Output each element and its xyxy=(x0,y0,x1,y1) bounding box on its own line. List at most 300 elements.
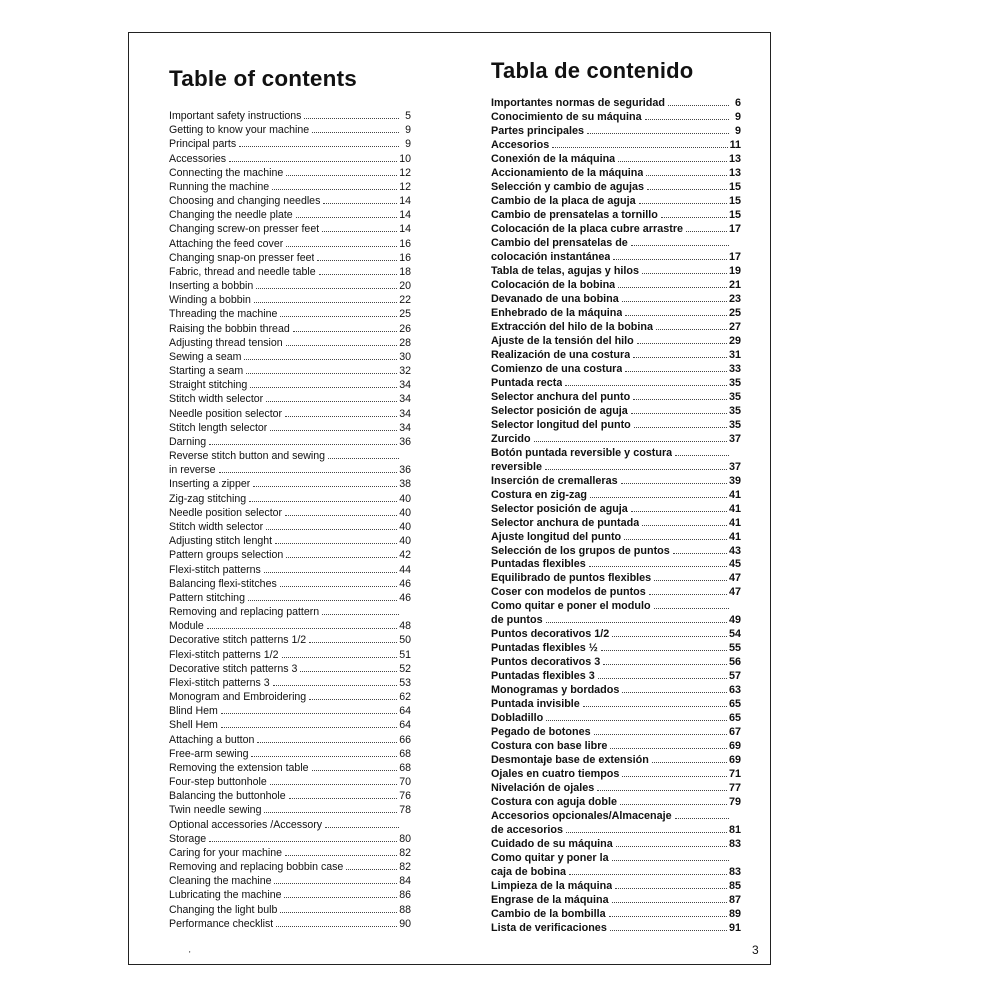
dot-leader xyxy=(633,399,727,400)
entry-title: Selector posición de aguja xyxy=(491,502,628,515)
page-number: 3 xyxy=(752,943,759,957)
dot-leader xyxy=(325,827,399,828)
dot-leader xyxy=(625,371,727,372)
entry-page-number: 66 xyxy=(399,733,411,746)
entry-page-number: 46 xyxy=(399,591,411,604)
dot-leader xyxy=(323,203,397,204)
entry-title: Puntada invisible xyxy=(491,698,580,711)
dot-leader xyxy=(661,217,727,218)
entry-title: Connecting the machine xyxy=(169,166,284,179)
entry-title: Monogramas y bordados xyxy=(491,684,620,697)
entry-page-number: 35 xyxy=(728,404,741,417)
entry-page-number: 14 xyxy=(399,209,411,222)
entry-page-number: 32 xyxy=(399,365,411,378)
dot-leader xyxy=(286,246,397,247)
dot-leader xyxy=(266,529,397,530)
entry-title: Cuidado de su máquina xyxy=(491,838,613,851)
english-toc-entry xyxy=(169,251,411,265)
dot-leader xyxy=(565,385,727,386)
english-toc-entry xyxy=(169,208,411,222)
entry-title: Desmontaje base de extensión xyxy=(491,754,649,767)
entry-page-number: 62 xyxy=(399,691,411,704)
dot-leader xyxy=(286,557,397,558)
entry-title: Principal parts xyxy=(169,138,237,151)
entry-page-number: 82 xyxy=(399,846,411,859)
english-toc-entry xyxy=(169,775,411,789)
spanish-toc-entry xyxy=(491,153,741,167)
entry-title: Ajuste longitud del punto xyxy=(491,530,622,543)
entry-title: Costura con aguja doble xyxy=(491,796,617,809)
entry-page-number: 54 xyxy=(728,628,741,641)
dot-leader xyxy=(652,762,727,763)
english-toc-entry xyxy=(169,548,411,562)
entry-title: Needle position selector xyxy=(169,506,283,519)
spanish-toc-entry xyxy=(491,405,741,419)
entry-title: Darning xyxy=(169,435,207,448)
entry-page-number: 69 xyxy=(728,740,741,753)
entry-page-number: 25 xyxy=(728,306,741,319)
english-toc-entry xyxy=(169,733,411,747)
entry-page-number: 16 xyxy=(399,237,411,250)
dot-leader xyxy=(654,608,729,609)
dot-leader xyxy=(622,692,727,693)
dot-leader xyxy=(642,525,727,526)
entry-page-number: 40 xyxy=(399,492,411,505)
dot-leader xyxy=(276,926,397,927)
entry-title: Accesorios xyxy=(491,138,550,151)
spanish-toc-entry xyxy=(491,363,741,377)
entry-page-number: 36 xyxy=(399,435,411,448)
english-toc-entry xyxy=(169,350,411,364)
english-toc-entry xyxy=(169,648,411,662)
entry-title: Balancing the buttonhole xyxy=(169,790,286,803)
entry-page-number: 14 xyxy=(399,223,411,236)
entry-title: Botón puntada reversible y costura xyxy=(491,446,673,459)
dot-leader xyxy=(675,818,729,819)
entry-page-number: 81 xyxy=(728,824,741,837)
dot-leader xyxy=(270,784,397,785)
entry-page-number: 31 xyxy=(728,348,741,361)
dot-leader xyxy=(668,105,729,106)
english-toc-entry xyxy=(169,903,411,917)
entry-title: Selector anchura del punto xyxy=(491,390,631,403)
dot-leader xyxy=(272,189,397,190)
entry-title: Partes principales xyxy=(491,124,585,137)
entry-page-number: 20 xyxy=(399,280,411,293)
entry-title: reversible xyxy=(491,460,543,473)
dot-leader xyxy=(280,316,397,317)
english-toc-entry xyxy=(169,846,411,860)
entry-page-number: 9 xyxy=(405,124,411,137)
spanish-toc-entry xyxy=(491,838,741,852)
entry-title: Cambio del prensatelas de xyxy=(491,236,628,249)
english-toc-entry xyxy=(169,378,411,392)
entry-title: Threading the machine xyxy=(169,308,278,321)
entry-title: Needle position selector xyxy=(169,407,283,420)
dot-leader xyxy=(244,359,397,360)
entry-page-number: 33 xyxy=(728,362,741,375)
entry-title: Adjusting thread tension xyxy=(169,336,283,349)
english-toc-entry xyxy=(169,364,411,378)
dot-leader xyxy=(248,600,397,601)
entry-title: Raising the bobbin thread xyxy=(169,322,290,335)
entry-page-number: 37 xyxy=(728,460,741,473)
english-toc-entry xyxy=(169,803,411,817)
entry-page-number: 26 xyxy=(399,322,411,335)
entry-title: Attaching a button xyxy=(169,733,255,746)
spanish-toc-entry xyxy=(491,517,741,531)
dot-leader xyxy=(620,804,727,805)
entry-title: Removing and replacing pattern xyxy=(169,606,320,619)
entry-title: Inserting a zipper xyxy=(169,478,251,491)
english-toc-entry xyxy=(169,888,411,902)
spanish-toc-entry xyxy=(491,712,741,726)
spanish-toc-entry xyxy=(491,614,741,628)
english-toc-entry xyxy=(169,818,411,832)
spanish-toc-entry xyxy=(491,475,741,489)
entry-page-number: 41 xyxy=(728,502,741,515)
entry-page-number: 40 xyxy=(399,535,411,548)
entry-page-number: 85 xyxy=(728,880,741,893)
dot-leader xyxy=(675,455,729,456)
dot-leader xyxy=(645,119,729,120)
entry-title: Coser con modelos de puntos xyxy=(491,586,646,599)
dot-leader xyxy=(280,586,397,587)
english-toc-entry xyxy=(169,690,411,704)
dot-leader xyxy=(273,685,398,686)
spanish-toc-entry xyxy=(491,740,741,754)
entry-page-number: 19 xyxy=(728,264,741,277)
english-toc-entry xyxy=(169,506,411,520)
dot-leader xyxy=(286,175,397,176)
entry-page-number: 9 xyxy=(405,138,411,151)
entry-page-number: 82 xyxy=(399,861,411,874)
entry-title: Nivelación de ojales xyxy=(491,782,595,795)
spanish-toc-entry xyxy=(491,796,741,810)
entry-title: Flexi-stitch patterns xyxy=(169,563,261,576)
spanish-toc-entry xyxy=(491,908,741,922)
entry-title: Selector anchura de puntada xyxy=(491,516,640,529)
dot-leader xyxy=(613,259,727,260)
dot-leader xyxy=(275,543,397,544)
entry-page-number: 51 xyxy=(399,648,411,661)
entry-title: Important safety instructions xyxy=(169,110,302,122)
spanish-toc-entry xyxy=(491,391,741,405)
dot-leader xyxy=(285,416,397,417)
entry-title: Costura con base libre xyxy=(491,740,608,753)
entry-title: Optional accessories /Accessory xyxy=(169,818,323,831)
entry-title: Changing the needle plate xyxy=(169,209,293,222)
entry-page-number: 63 xyxy=(728,684,741,697)
english-toc-entry xyxy=(169,279,411,293)
spanish-toc-entry xyxy=(491,139,741,153)
entry-page-number: 34 xyxy=(399,407,411,420)
entry-page-number: 80 xyxy=(399,832,411,845)
dot-leader xyxy=(266,401,397,402)
dot-leader xyxy=(282,657,398,658)
dot-leader xyxy=(546,622,727,623)
dot-leader xyxy=(264,812,397,813)
entry-title: Colocación de la bobina xyxy=(491,278,616,291)
entry-title: Straight stitching xyxy=(169,379,248,392)
entry-page-number: 17 xyxy=(728,250,741,263)
spanish-toc-entry xyxy=(491,656,741,670)
english-toc-entry xyxy=(169,789,411,803)
entry-title: Dobladillo xyxy=(491,712,544,725)
english-toc-entry xyxy=(169,194,411,208)
english-toc-entry xyxy=(169,577,411,591)
entry-title: Pegado de botones xyxy=(491,726,591,739)
entry-page-number: 52 xyxy=(399,662,411,675)
dot-leader xyxy=(289,798,398,799)
dot-leader xyxy=(317,260,397,261)
entry-title: Selector posición de aguja xyxy=(491,404,628,417)
english-toc-entry xyxy=(169,449,411,463)
entry-title: Sewing a seam xyxy=(169,350,242,363)
entry-title: Cleaning the machine xyxy=(169,875,272,888)
dot-leader xyxy=(649,594,727,595)
dot-leader xyxy=(634,427,727,428)
entry-title: Running the machine xyxy=(169,180,270,193)
dot-leader xyxy=(293,331,397,332)
entry-page-number: 78 xyxy=(399,804,411,817)
entry-title: Puntadas flexibles xyxy=(491,558,586,571)
spanish-toc-list xyxy=(491,97,741,936)
dot-leader xyxy=(612,860,729,861)
english-toc-entry xyxy=(169,336,411,350)
dot-leader xyxy=(656,329,727,330)
entry-page-number: 87 xyxy=(728,894,741,907)
english-toc-entry xyxy=(169,123,411,137)
dot-leader xyxy=(594,734,727,735)
entry-title: Free-arm sewing xyxy=(169,747,249,760)
dot-leader xyxy=(618,161,727,162)
entry-page-number: 27 xyxy=(728,320,741,333)
entry-title: Como quitar y poner la xyxy=(491,852,609,865)
english-toc-entry xyxy=(169,322,411,336)
entry-page-number: 68 xyxy=(399,747,411,760)
entry-page-number: 25 xyxy=(399,308,411,321)
dot-leader xyxy=(296,217,398,218)
entry-title: Changing screw-on presser feet xyxy=(169,223,320,236)
entry-title: Balancing flexi-stitches xyxy=(169,577,277,590)
dot-leader xyxy=(673,553,727,554)
spanish-toc-entry xyxy=(491,586,741,600)
spanish-toc-entry xyxy=(491,181,741,195)
entry-title: Module xyxy=(169,620,204,633)
entry-page-number: 69 xyxy=(728,754,741,767)
spanish-toc-entry xyxy=(491,349,741,363)
entry-title: Engrase de la máquina xyxy=(491,894,609,907)
english-toc-entry xyxy=(169,265,411,279)
entry-page-number: 77 xyxy=(728,782,741,795)
dot-leader xyxy=(615,888,727,889)
entry-title: in reverse xyxy=(169,464,216,477)
dot-leader xyxy=(654,580,727,581)
entry-title: Inserting a bobbin xyxy=(169,280,254,293)
dot-leader xyxy=(280,912,397,913)
dot-leader xyxy=(319,274,398,275)
spanish-title: Tabla de contenido xyxy=(491,58,694,83)
dot-leader xyxy=(609,916,727,917)
entry-title: Lista de verificaciones xyxy=(491,922,607,935)
dot-leader xyxy=(686,231,727,232)
entry-title: Zig-zag stitching xyxy=(169,492,247,505)
english-toc-entry xyxy=(169,563,411,577)
spanish-toc-entry xyxy=(491,97,741,111)
entry-page-number: 14 xyxy=(399,195,411,208)
entry-page-number: 15 xyxy=(728,208,741,221)
spanish-toc-entry xyxy=(491,461,741,475)
dot-leader xyxy=(270,430,397,431)
entry-title: Cambio de la bombilla xyxy=(491,908,606,921)
entry-title: Getting to know your machine xyxy=(169,124,310,137)
entry-page-number: 13 xyxy=(728,166,741,179)
entry-title: Decorative stitch patterns 3 xyxy=(169,662,298,675)
dot-leader xyxy=(646,175,727,176)
spanish-toc-entry xyxy=(491,307,741,321)
spanish-toc-entry xyxy=(491,335,741,349)
dot-leader xyxy=(284,897,397,898)
english-toc-entry xyxy=(169,718,411,732)
dot-leader xyxy=(312,132,399,133)
english-toc-entry xyxy=(169,605,411,619)
dot-leader xyxy=(264,572,397,573)
dot-leader xyxy=(309,699,397,700)
entry-page-number: 88 xyxy=(399,903,411,916)
entry-title: Accesorios opcionales/Almacenaje xyxy=(491,810,672,823)
entry-page-number: 64 xyxy=(399,705,411,718)
entry-page-number: 46 xyxy=(399,577,411,590)
entry-page-number: 44 xyxy=(399,563,411,576)
entry-page-number: 10 xyxy=(399,152,411,165)
entry-title: Selección y cambio de agujas xyxy=(491,180,645,193)
entry-page-number: 89 xyxy=(728,908,741,921)
spanish-toc-entry xyxy=(491,684,741,698)
english-toc-entry xyxy=(169,874,411,888)
dot-leader xyxy=(256,288,397,289)
entry-title: Limpieza de la máquina xyxy=(491,880,613,893)
dot-leader xyxy=(610,930,727,931)
entry-page-number: 41 xyxy=(728,516,741,529)
english-toc-entry xyxy=(169,676,411,690)
entry-page-number: 50 xyxy=(399,634,411,647)
dot-leader xyxy=(274,883,397,884)
spanish-toc-entry xyxy=(491,894,741,908)
spanish-toc-entry xyxy=(491,419,741,433)
entry-page-number: 34 xyxy=(399,421,411,434)
entry-page-number: 18 xyxy=(399,265,411,278)
dot-leader xyxy=(346,869,397,870)
spanish-toc-entry xyxy=(491,670,741,684)
entry-title: Performance checklist xyxy=(169,917,274,930)
entry-page-number: 45 xyxy=(728,558,741,571)
entry-page-number: 47 xyxy=(728,586,741,599)
english-toc-entry xyxy=(169,492,411,506)
entry-page-number: 90 xyxy=(399,917,411,930)
english-toc-entry xyxy=(169,152,411,166)
spanish-toc-entry xyxy=(491,782,741,796)
entry-title: Importantes normas de seguridad xyxy=(491,97,665,109)
entry-page-number: 34 xyxy=(399,379,411,392)
dot-leader xyxy=(257,742,397,743)
english-toc-entry xyxy=(169,761,411,775)
entry-page-number: 22 xyxy=(399,294,411,307)
entry-title: Pattern stitching xyxy=(169,591,245,604)
spanish-toc-entry xyxy=(491,223,741,237)
dot-leader xyxy=(246,373,397,374)
spanish-toc-entry xyxy=(491,810,741,824)
dot-leader xyxy=(642,273,727,274)
entry-title: Enhebrado de la máquina xyxy=(491,306,623,319)
entry-title: Reverse stitch button and sewing xyxy=(169,450,326,463)
entry-title: Fabric, thread and needle table xyxy=(169,265,316,278)
entry-page-number: 83 xyxy=(728,866,741,879)
dot-leader xyxy=(254,302,397,303)
spanish-toc-entry xyxy=(491,265,741,279)
entry-page-number: 6 xyxy=(734,97,741,109)
entry-page-number: 76 xyxy=(399,790,411,803)
entry-title: Twin needle sewing xyxy=(169,804,262,817)
english-toc-entry xyxy=(169,832,411,846)
entry-page-number: 84 xyxy=(399,875,411,888)
english-toc-entry xyxy=(169,421,411,435)
entry-title: Stitch width selector xyxy=(169,520,264,533)
entry-title: de accesorios xyxy=(491,824,564,837)
dot-leader xyxy=(300,671,397,672)
dot-leader xyxy=(304,118,399,119)
dot-leader xyxy=(250,387,397,388)
english-toc-entry xyxy=(169,591,411,605)
entry-title: Pattern groups selection xyxy=(169,549,284,562)
english-toc-entry xyxy=(169,917,411,931)
english-toc-entry xyxy=(169,747,411,761)
dot-leader xyxy=(249,501,397,502)
english-toc-entry xyxy=(169,293,411,307)
entry-title: Stitch length selector xyxy=(169,421,268,434)
entry-title: colocación instantánea xyxy=(491,250,611,263)
entry-page-number: 68 xyxy=(399,761,411,774)
spanish-toc-entry xyxy=(491,572,741,586)
dot-leader xyxy=(221,727,397,728)
dot-leader xyxy=(583,706,727,707)
entry-page-number: 65 xyxy=(728,698,741,711)
spanish-toc-entry xyxy=(491,251,741,265)
entry-page-number: 15 xyxy=(728,180,741,193)
entry-title: Decorative stitch patterns 1/2 xyxy=(169,634,307,647)
entry-page-number: 23 xyxy=(728,292,741,305)
stray-mark: ' xyxy=(189,950,191,959)
entry-page-number: 91 xyxy=(728,922,741,935)
entry-title: caja de bobina xyxy=(491,866,566,879)
english-toc-entry xyxy=(169,520,411,534)
entry-page-number: 35 xyxy=(728,376,741,389)
dot-leader xyxy=(612,636,727,637)
entry-title: Conocimiento de su máquina xyxy=(491,110,642,123)
page-frame xyxy=(128,32,771,965)
spanish-toc-entry xyxy=(491,167,741,181)
entry-title: Como quitar e poner el modulo xyxy=(491,600,651,613)
dot-leader xyxy=(597,790,727,791)
entry-page-number: 42 xyxy=(399,549,411,562)
english-toc-entry xyxy=(169,180,411,194)
entry-page-number: 29 xyxy=(728,334,741,347)
entry-title: Puntadas flexibles 3 xyxy=(491,670,595,683)
entry-title: Choosing and changing needles xyxy=(169,195,321,208)
dot-leader xyxy=(312,770,398,771)
entry-title: Puntos decorativos 3 xyxy=(491,656,601,669)
english-toc-entry xyxy=(169,860,411,874)
